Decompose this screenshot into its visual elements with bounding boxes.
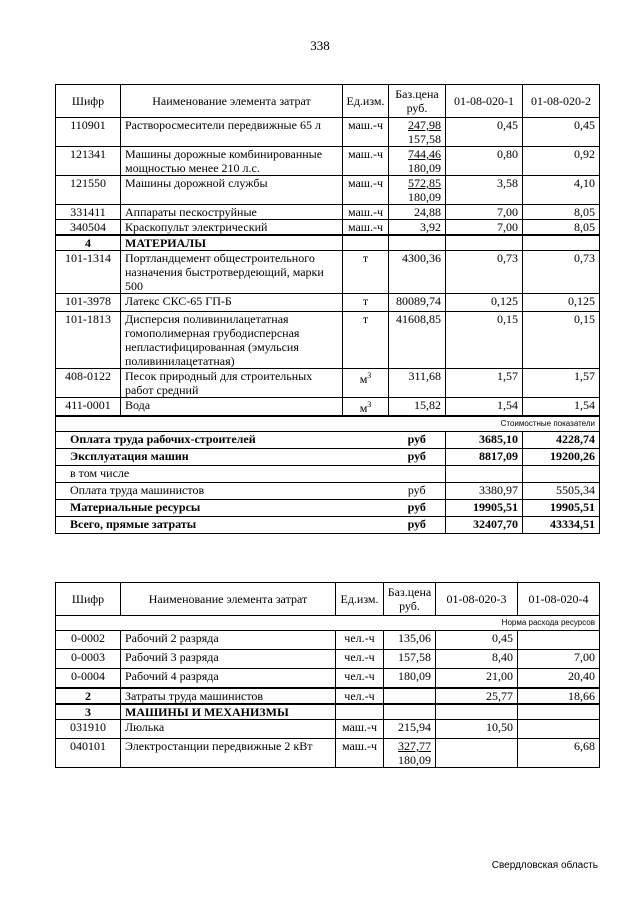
row-name: Электростанции передвижные 2 кВт — [121, 739, 336, 768]
header-unit: Ед.изм. — [343, 85, 389, 118]
row-value-1: 0,45 — [436, 631, 518, 650]
row-unit: т — [343, 312, 389, 369]
table-row — [56, 720, 600, 739]
row-unit: чел.-ч — [336, 650, 384, 669]
row-unit: маш.-ч — [343, 147, 389, 176]
row-price: 180,09 — [384, 669, 436, 688]
row-value-2: 8,05 — [523, 220, 600, 236]
summary-row: Оплата труда рабочих-строителей руб 3685,10 4228,74 — [56, 432, 600, 449]
table-row — [56, 118, 600, 147]
section-code: 4 — [56, 235, 121, 251]
norm-header: Норма расхода ресурсов — [56, 616, 600, 631]
labor-name: Затраты труда машинистов — [121, 688, 336, 704]
row-name: Рабочий 2 разряда — [121, 631, 336, 650]
cost-indicators-header: Стоимостные показатели — [56, 416, 600, 432]
row-price: 4300,36 — [389, 251, 446, 294]
row-code: 101-3978 — [56, 294, 121, 312]
row-value-2: 0,92 — [523, 147, 600, 176]
row-unit: т — [343, 294, 389, 312]
row-unit: маш.-ч — [336, 739, 384, 768]
row-name: Аппараты пескоструйные — [121, 205, 343, 220]
row-unit: маш.-ч — [343, 176, 389, 205]
row-code: 110901 — [56, 118, 121, 147]
row-unit: $м^3$ — [343, 398, 389, 417]
row-unit: маш.-ч — [343, 118, 389, 147]
header-code: Шифр — [56, 85, 121, 118]
resource-table-1 — [55, 84, 600, 534]
row-unit: т — [343, 251, 389, 294]
row-code: 331411 — [56, 205, 121, 220]
row-code: 0-0004 — [56, 669, 121, 688]
section-row — [56, 235, 600, 251]
row-name: Машины дорожные комбинированные мощностью менее 210 л.с. — [121, 147, 343, 176]
row-code: 0-0002 — [56, 631, 121, 650]
table-header — [56, 85, 600, 118]
row-value-1: 0,125 — [446, 294, 523, 312]
row-price: 80089,74 — [389, 294, 446, 312]
row-value-2: 20,40 — [518, 669, 600, 688]
row-name: Вода — [121, 398, 343, 417]
row-name: Латекс СКС-65 ГП-Б — [121, 294, 343, 312]
row-value-2: 4,10 — [523, 176, 600, 205]
row-value-1: 7,00 — [446, 220, 523, 236]
header-col1: 01-08-020-3 — [436, 583, 518, 616]
table-row — [56, 739, 600, 768]
header-code: Шифр — [56, 583, 121, 616]
row-value-2: 0,45 — [523, 118, 600, 147]
table-row — [56, 294, 600, 312]
row-value-1: 0,15 — [446, 312, 523, 369]
row-name: Краскопульт электрический — [121, 220, 343, 236]
table-row — [56, 251, 600, 294]
row-value-1: 7,00 — [446, 205, 523, 220]
section-title: МАШИНЫ И МЕХАНИЗМЫ — [121, 704, 336, 720]
table-row — [56, 220, 600, 236]
row-name: Люлька — [121, 720, 336, 739]
row-name: Растворосмесители передвижные 65 л — [121, 118, 343, 147]
row-price: 572,85 180,09 — [389, 176, 446, 205]
table-row — [56, 147, 600, 176]
row-price: 327,77 180,09 — [384, 739, 436, 768]
row-value-1: 8,40 — [436, 650, 518, 669]
row-value-2: 0,125 — [523, 294, 600, 312]
row-name: Рабочий 3 разряда — [121, 650, 336, 669]
row-code: 101-1314 — [56, 251, 121, 294]
row-value-1 — [436, 739, 518, 768]
row-unit: чел.-ч — [336, 631, 384, 650]
row-value-2 — [518, 720, 600, 739]
row-price: 157,58 — [384, 650, 436, 669]
row-price: 744,46 180,09 — [389, 147, 446, 176]
labor-unit: чел.-ч — [336, 688, 384, 704]
row-unit: маш.-ч — [343, 220, 389, 236]
summary-row: Эксплуатация машин руб 8817,09 19200,26 — [56, 449, 600, 466]
row-value-1: 0,80 — [446, 147, 523, 176]
row-code: 121550 — [56, 176, 121, 205]
row-name: Песок природный для строительных работ средний — [121, 369, 343, 398]
row-name: Рабочий 4 разряда — [121, 669, 336, 688]
row-value-2: 8,05 — [523, 205, 600, 220]
table-header — [56, 583, 600, 616]
row-value-1: 0,45 — [446, 118, 523, 147]
summary-row: в том числе — [56, 466, 600, 483]
resource-table-2 — [55, 582, 600, 768]
row-value-1: 0,73 — [446, 251, 523, 294]
row-name: Машины дорожной службы — [121, 176, 343, 205]
page-number: 338 — [310, 38, 330, 53]
row-unit: маш.-ч — [336, 720, 384, 739]
table-row — [56, 205, 600, 220]
summary-row: Оплата труда машинистов руб 3380,97 5505,34 — [56, 483, 600, 500]
section-code: 3 — [56, 704, 121, 720]
row-price: 3,92 — [389, 220, 446, 236]
row-value-2: 7,00 — [518, 650, 600, 669]
row-code: 340504 — [56, 220, 121, 236]
header-col1: 01-08-020-1 — [446, 85, 523, 118]
row-code: 408-0122 — [56, 369, 121, 398]
table-row — [56, 669, 600, 688]
labor-row — [56, 688, 600, 704]
row-price: 247,98 157,58 — [389, 118, 446, 147]
header-price: Баз.цена руб. — [384, 583, 436, 616]
table-row — [56, 369, 600, 398]
row-value-2: 0,15 — [523, 312, 600, 369]
labor-value-1: 25,77 — [436, 688, 518, 704]
labor-code: 2 — [56, 688, 121, 704]
header-name: Наименование элемента затрат — [121, 583, 336, 616]
summary-row: Всего, прямые затраты руб 32407,70 43334,51 — [56, 517, 600, 534]
table-row — [56, 398, 600, 417]
row-code: 101-1813 — [56, 312, 121, 369]
row-value-1: 1,57 — [446, 369, 523, 398]
row-code: 040101 — [56, 739, 121, 768]
row-price: 15,82 — [389, 398, 446, 417]
table-row — [56, 650, 600, 669]
table-row — [56, 176, 600, 205]
row-price: 135,06 — [384, 631, 436, 650]
row-value-2 — [518, 631, 600, 650]
table-row — [56, 312, 600, 369]
row-price: 24,88 — [389, 205, 446, 220]
row-unit: маш.-ч — [343, 205, 389, 220]
row-value-2: 0,73 — [523, 251, 600, 294]
row-code: 0-0003 — [56, 650, 121, 669]
row-code: 121341 — [56, 147, 121, 176]
row-value-1: 10,50 — [436, 720, 518, 739]
row-price: 311,68 — [389, 369, 446, 398]
header-col2: 01-08-020-4 — [518, 583, 600, 616]
header-col2: 01-08-020-2 — [523, 85, 600, 118]
region-footer: Свердловская область — [491, 860, 598, 871]
row-name: Портландцемент общестроительного назначения быстротвердеющий, марки 500 — [121, 251, 343, 294]
row-code: 411-0001 — [56, 398, 121, 417]
header-price: Баз.цена руб. — [389, 85, 446, 118]
row-price: 41608,85 — [389, 312, 446, 369]
header-unit: Ед.изм. — [336, 583, 384, 616]
section-title: МАТЕРИАЛЫ — [121, 235, 343, 251]
row-name: Дисперсия поливинилацетатная гомополимерная грубодисперсная непластифицированная (эмульсия поливинилацетатная) — [121, 312, 343, 369]
row-value-1: 1,54 — [446, 398, 523, 417]
row-value-2: 1,54 — [523, 398, 600, 417]
row-value-2: 1,57 — [523, 369, 600, 398]
row-value-1: 21,00 — [436, 669, 518, 688]
summary-row: Материальные ресурсы руб 19905,51 19905,51 — [56, 500, 600, 517]
header-name: Наименование элемента затрат — [121, 85, 343, 118]
row-price: 215,94 — [384, 720, 436, 739]
row-unit: $м^3$ — [343, 369, 389, 398]
table-row — [56, 631, 600, 650]
labor-value-2: 18,66 — [518, 688, 600, 704]
row-code: 031910 — [56, 720, 121, 739]
section-row — [56, 704, 600, 720]
row-value-2: 6,68 — [518, 739, 600, 768]
row-unit: чел.-ч — [336, 669, 384, 688]
row-value-1: 3,58 — [446, 176, 523, 205]
